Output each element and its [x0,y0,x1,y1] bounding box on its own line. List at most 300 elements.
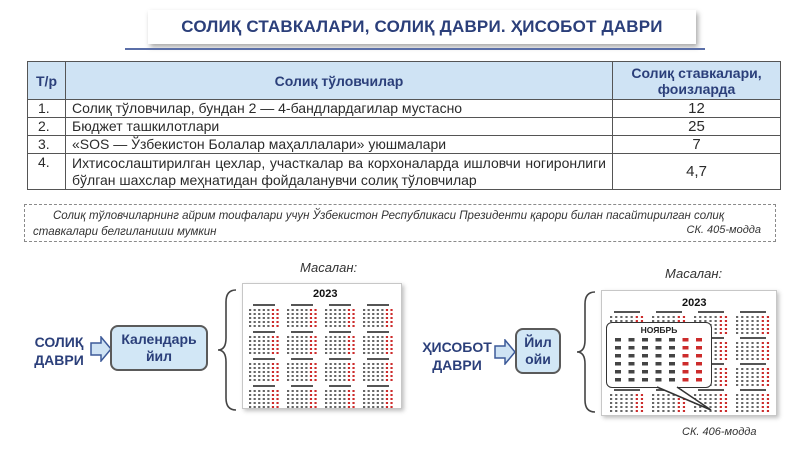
day-mark [339,398,341,400]
day-mark [381,406,383,408]
day-mark [363,363,365,365]
day-mark [263,363,265,365]
day-mark [348,363,350,365]
day-mark [314,394,316,396]
day-mark [762,406,764,408]
day-mark [330,402,332,404]
day-mark [267,371,269,373]
day-mark [736,328,738,330]
day-mark [287,348,289,350]
day-mark [301,367,303,369]
month-name-mark [614,389,640,391]
day-mark [767,346,769,348]
day-mark [631,316,633,318]
day-mark [751,402,753,404]
day-mark [348,344,350,346]
month-name-mark [367,385,389,387]
table-row [28,118,781,136]
day-mark [267,313,269,315]
header-number: Т/р [28,62,66,100]
day-mark [757,342,759,344]
day-mark [301,340,303,342]
day-mark [310,363,312,365]
day-mark [267,379,269,381]
day-mark [762,342,764,344]
day-mark [258,321,260,323]
day-mark [390,371,392,373]
day-mark [610,410,612,412]
day-mark [267,344,269,346]
day-mark [352,367,354,369]
day-mark [725,316,727,318]
day-mark [287,394,289,396]
month-name-mark [253,304,275,306]
day-mark [642,370,648,374]
day-mark [348,398,350,400]
day-mark [258,371,260,373]
day-mark [699,316,701,318]
day-mark [642,338,648,342]
day-mark [272,375,274,377]
title-underline [125,48,705,50]
day-mark [736,324,738,326]
day-mark [767,332,769,334]
day-mark [305,340,307,342]
day-mark [381,309,383,311]
day-mark [720,332,722,334]
day-mark [762,394,764,396]
day-mark [704,316,706,318]
day-mark [736,372,738,374]
day-mark [330,348,332,350]
day-mark [301,317,303,319]
day-mark [258,340,260,342]
day-mark [330,398,332,400]
day-mark [636,316,638,318]
day-mark [363,344,365,346]
day-mark [368,402,370,404]
day-mark [272,402,274,404]
day-mark [372,371,374,373]
day-mark [343,336,345,338]
day-mark [741,316,743,318]
day-mark [292,394,294,396]
row-number: 2. [28,118,66,136]
day-mark [725,328,727,330]
day-mark [301,321,303,323]
day-mark [310,313,312,315]
day-mark [296,367,298,369]
day-mark [386,379,388,381]
day-mark [741,350,743,352]
day-mark [254,371,256,373]
day-mark [642,362,648,366]
day-mark [625,394,627,396]
day-mark [390,313,392,315]
day-mark [368,390,370,392]
day-mark [725,332,727,334]
day-mark [348,371,350,373]
day-mark [334,336,336,338]
day-mark [629,338,635,342]
day-mark [263,379,265,381]
day-mark [372,336,374,338]
day-mark [287,363,289,365]
day-mark [615,354,621,358]
day-mark [287,402,289,404]
day-mark [746,332,748,334]
day-mark [620,402,622,404]
day-mark [276,309,278,311]
day-mark [629,346,635,350]
day-mark [652,398,654,400]
day-mark [249,379,251,381]
day-mark [352,348,354,350]
day-mark [287,390,289,392]
day-mark [249,336,251,338]
day-mark [334,309,336,311]
day-mark [348,402,350,404]
day-mark [762,324,764,326]
day-mark [276,371,278,373]
day-mark [715,354,717,356]
day-mark [330,313,332,315]
day-mark [305,390,307,392]
day-mark [767,402,769,404]
day-mark [377,352,379,354]
day-mark [292,309,294,311]
day-mark [292,367,294,369]
day-mark [267,406,269,408]
day-mark [272,379,274,381]
day-mark [287,313,289,315]
day-mark [709,316,711,318]
day-mark [258,344,260,346]
day-mark [310,402,312,404]
day-mark [372,379,374,381]
day-mark [725,376,727,378]
day-mark [390,348,392,350]
day-mark [276,394,278,396]
day-mark [296,402,298,404]
day-mark [377,394,379,396]
day-mark [652,402,654,404]
day-mark [746,342,748,344]
day-mark [631,402,633,404]
arrow-right-icon [494,339,516,365]
day-mark [725,346,727,348]
day-mark [377,379,379,381]
day-mark [287,371,289,373]
day-mark [746,372,748,374]
day-mark [377,375,379,377]
day-mark [249,344,251,346]
day-mark [263,344,265,346]
day-mark [296,325,298,327]
popup-pointer-icon [655,386,715,412]
day-mark [615,406,617,408]
day-mark [339,402,341,404]
day-mark [301,313,303,315]
day-mark [330,336,332,338]
row-number: 4. [28,154,66,190]
day-mark [386,352,388,354]
day-mark [736,402,738,404]
day-mark [305,367,307,369]
day-mark [314,367,316,369]
day-mark [363,379,365,381]
day-mark [746,350,748,352]
day-mark [330,371,332,373]
day-mark [642,354,648,358]
day-mark [301,363,303,365]
day-mark [620,316,622,318]
day-mark [746,398,748,400]
day-mark [334,390,336,392]
day-mark [325,394,327,396]
note-text: Солиқ тўловчиларнинг айрим тоифалари учун Ўзбекистон Республикаси Президенти қарори билан пасайтирилган солиқ ставкалари белгиланиши мумкин [33,210,725,238]
day-mark [720,346,722,348]
day-mark [741,376,743,378]
day-mark [377,398,379,400]
day-mark [258,336,260,338]
day-mark [305,321,307,323]
day-mark [272,398,274,400]
day-mark [310,340,312,342]
day-mark [314,348,316,350]
day-mark [334,325,336,327]
day-mark [348,390,350,392]
calendar-months-grid [243,284,403,410]
day-mark [767,316,769,318]
day-mark [314,313,316,315]
day-mark [249,375,251,377]
day-mark [334,394,336,396]
day-mark [746,410,748,412]
day-mark [696,338,702,342]
day-mark [352,317,354,319]
day-mark [683,370,689,374]
day-mark [296,336,298,338]
day-mark [641,316,643,318]
day-mark [725,368,727,370]
day-mark [377,309,379,311]
month-name-mark [698,311,724,313]
day-mark [330,363,332,365]
day-mark [258,390,260,392]
day-mark [348,348,350,350]
day-mark [249,402,251,404]
day-mark [254,348,256,350]
day-mark [325,344,327,346]
day-mark [363,371,365,373]
day-mark [368,321,370,323]
day-mark [292,363,294,365]
day-mark [656,354,662,358]
day-mark [381,313,383,315]
reference-406: СК. 406-модда [682,426,757,438]
day-mark [741,380,743,382]
day-mark [249,363,251,365]
day-mark [625,406,627,408]
day-mark [715,380,717,382]
month-name-mark [253,358,275,360]
day-mark [715,320,717,322]
month-name-mark [253,385,275,387]
day-mark [267,390,269,392]
day-mark [767,358,769,360]
day-mark [310,379,312,381]
day-mark [334,379,336,381]
month-name-mark [291,304,313,306]
day-mark [254,398,256,400]
day-mark [272,340,274,342]
day-mark [757,368,759,370]
day-mark [325,406,327,408]
day-mark [301,325,303,327]
day-mark [254,321,256,323]
day-mark [669,378,675,382]
day-mark [767,324,769,326]
day-mark [372,394,374,396]
day-mark [352,402,354,404]
day-mark [292,352,294,354]
day-mark [296,371,298,373]
day-mark [757,358,759,360]
day-mark [390,402,392,404]
day-mark [377,406,379,408]
day-mark [276,390,278,392]
day-mark [368,398,370,400]
day-mark [314,352,316,354]
day-mark [287,367,289,369]
day-mark [263,352,265,354]
day-mark [325,371,327,373]
day-mark [620,406,622,408]
day-mark [377,340,379,342]
day-mark [715,372,717,374]
day-mark [287,309,289,311]
day-mark [390,394,392,396]
calendar-year-pill: Календарь йил [110,325,208,371]
tax-rates-table [27,61,781,190]
day-mark [610,402,612,404]
day-mark [254,344,256,346]
day-mark [305,398,307,400]
day-mark [314,363,316,365]
day-mark [610,398,612,400]
day-mark [386,402,388,404]
row-payer: «SOS — Ўзбекистон Болалар маҳаллалари» уюшмалари [66,136,613,154]
day-mark [381,379,383,381]
day-mark [372,348,374,350]
day-mark [736,398,738,400]
day-mark [656,338,662,342]
day-mark [381,363,383,365]
day-mark [301,406,303,408]
row-rate: 7 [613,136,781,154]
day-mark [296,317,298,319]
day-mark [301,398,303,400]
day-mark [386,313,388,315]
day-mark [343,321,345,323]
day-mark [720,376,722,378]
day-mark [343,394,345,396]
row-number: 1. [28,100,66,118]
day-mark [390,317,392,319]
day-mark [377,363,379,365]
day-mark [287,379,289,381]
day-mark [301,394,303,396]
day-mark [678,316,680,318]
day-mark [767,342,769,344]
day-mark [736,332,738,334]
day-mark [310,352,312,354]
day-mark [746,358,748,360]
day-mark [656,378,662,382]
day-mark [352,344,354,346]
day-mark [386,367,388,369]
day-mark [330,390,332,392]
day-mark [736,368,738,370]
day-mark [386,325,388,327]
day-mark [696,370,702,374]
day-mark [348,336,350,338]
day-mark [267,340,269,342]
day-mark [314,325,316,327]
day-mark [352,379,354,381]
day-mark [751,394,753,396]
day-mark [339,352,341,354]
day-mark [254,317,256,319]
day-mark [746,316,748,318]
day-mark [720,406,722,408]
day-mark [292,371,294,373]
day-mark [386,309,388,311]
day-mark [249,367,251,369]
day-mark [263,313,265,315]
day-mark [757,402,759,404]
day-mark [631,406,633,408]
day-mark [377,321,379,323]
day-mark [741,368,743,370]
day-mark [390,325,392,327]
day-mark [615,410,617,412]
day-mark [301,348,303,350]
day-mark [390,363,392,365]
day-mark [368,394,370,396]
day-mark [301,402,303,404]
day-mark [386,317,388,319]
month-name-mark [253,331,275,333]
day-mark [292,379,294,381]
day-mark [325,398,327,400]
day-mark [334,406,336,408]
day-mark [636,402,638,404]
day-mark [258,352,260,354]
day-mark [372,402,374,404]
day-mark [762,316,764,318]
day-mark [330,394,332,396]
day-mark [741,384,743,386]
day-mark [305,309,307,311]
day-mark [339,336,341,338]
day-mark [381,325,383,327]
day-mark [741,372,743,374]
day-mark [249,394,251,396]
day-mark [301,336,303,338]
day-mark [620,398,622,400]
